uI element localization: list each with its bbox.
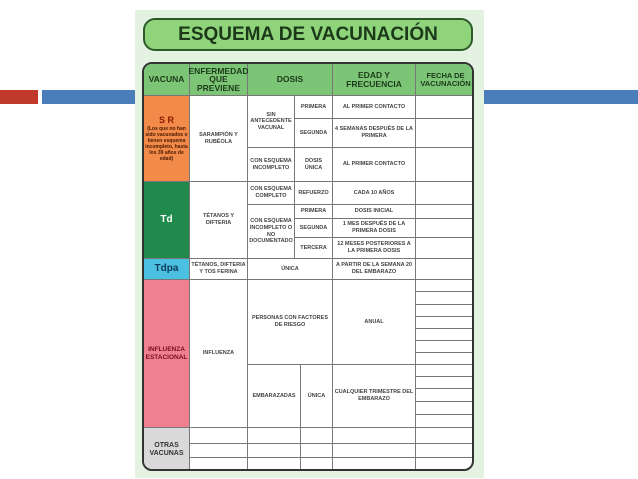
- td-dose-4: TERCERA: [295, 238, 333, 259]
- tdpa-dose: ÚNICA: [248, 259, 333, 280]
- otras-date[interactable]: [416, 428, 474, 471]
- vaccine-sr-name: S R: [158, 115, 174, 126]
- otras-age[interactable]: [333, 428, 416, 471]
- vaccine-tdpa: Tdpa: [144, 259, 190, 280]
- sr-dose-1: PRIMERA: [295, 96, 333, 119]
- td-date-2[interactable]: [416, 205, 474, 219]
- tdpa-age: A PARTIR DE LA SEMANA 20 DEL EMBARAZO: [333, 259, 416, 280]
- td-dose-2: PRIMERA: [295, 205, 333, 219]
- sr-date-2[interactable]: [416, 119, 474, 148]
- otras-dose-group[interactable]: [248, 428, 301, 471]
- vaccine-otras: OTRAS VACUNAS: [144, 428, 190, 471]
- otras-dose[interactable]: [301, 428, 333, 471]
- td-date-1[interactable]: [416, 182, 474, 205]
- influenza-age-1: ANUAL: [333, 280, 416, 365]
- td-date-3[interactable]: [416, 219, 474, 238]
- vaccine-sr-note: (Los que no han sido vacunados o tienen esquema incompleto, hasta los 39 años de edad): [145, 125, 188, 162]
- influenza-date-column[interactable]: [416, 280, 474, 428]
- influenza-disease: INFLUENZA: [190, 280, 248, 428]
- sr-disease: SARAMPIÓN Y RUBÉOLA: [190, 96, 248, 182]
- td-dose-3: SEGUNDA: [295, 219, 333, 238]
- header-vacuna: VACUNA: [144, 64, 190, 96]
- td-disease: TÉTANOS Y DIFTERIA: [190, 182, 248, 259]
- sr-age-1: AL PRIMER CONTACTO: [333, 96, 416, 119]
- td-group-incompleto: CON ESQUEMA INCOMPLETO O NO DOCUMENTADO: [248, 205, 295, 259]
- influenza-age-2: CUALQUIER TRIMESTRE DEL EMBARAZO: [333, 365, 416, 428]
- sr-group-sin-antecedente: SIN ANTECEDENTE VACUNAL: [248, 96, 295, 148]
- sr-dose-3: DOSIS ÚNICA: [295, 148, 333, 182]
- tdpa-date[interactable]: [416, 259, 474, 280]
- header-dosis: DOSIS: [248, 64, 333, 96]
- header-enfermedad: ENFERMEDAD QUE PREVIENE: [190, 64, 248, 96]
- td-date-4[interactable]: [416, 238, 474, 259]
- influenza-group-riesgo: PERSONAS CON FACTORES DE RIESGO: [248, 280, 333, 365]
- td-age-1: CADA 10 AÑOS: [333, 182, 416, 205]
- sr-date-3[interactable]: [416, 148, 474, 182]
- header-edad: EDAD Y FRECUENCIA: [333, 64, 416, 96]
- influenza-dose-2: ÚNICA: [301, 365, 333, 428]
- vaccine-td: Td: [144, 182, 190, 259]
- tdpa-disease: TÉTANOS, DIFTERIA Y TOS FERINA: [190, 259, 248, 280]
- otras-row-divider: [190, 457, 472, 458]
- td-dose-1: REFUERZO: [295, 182, 333, 205]
- td-age-3: 1 MES DESPUÉS DE LA PRIMERA DOSIS: [333, 219, 416, 238]
- td-group-completo: CON ESQUEMA COMPLETO: [248, 182, 295, 205]
- sr-date-1[interactable]: [416, 96, 474, 119]
- slide-accent-bar-red: [0, 90, 38, 104]
- vaccine-sr: [144, 96, 190, 182]
- sr-group-incompleto: CON ESQUEMA INCOMPLETO: [248, 148, 295, 182]
- td-age-2: DOSIS INICIAL: [333, 205, 416, 219]
- vaccination-table: [142, 62, 474, 471]
- sr-age-2: 4 SEMANAS DESPUÉS DE LA PRIMERA: [333, 119, 416, 148]
- sr-dose-2: SEGUNDA: [295, 119, 333, 148]
- sr-age-3: AL PRIMER CONTACTO: [333, 148, 416, 182]
- vaccine-influenza: INFLUENZA ESTACIONAL: [144, 280, 190, 428]
- sheet-title: ESQUEMA DE VACUNACIÓN: [143, 18, 473, 51]
- td-age-4: 12 MESES POSTERIORES A LA PRIMERA DOSIS: [333, 238, 416, 259]
- otras-row-divider: [190, 443, 472, 444]
- otras-disease[interactable]: [190, 428, 248, 471]
- header-fecha: FECHA DE VACUNACIÓN: [416, 64, 474, 96]
- influenza-group-embarazadas: EMBARAZADAS: [248, 365, 301, 428]
